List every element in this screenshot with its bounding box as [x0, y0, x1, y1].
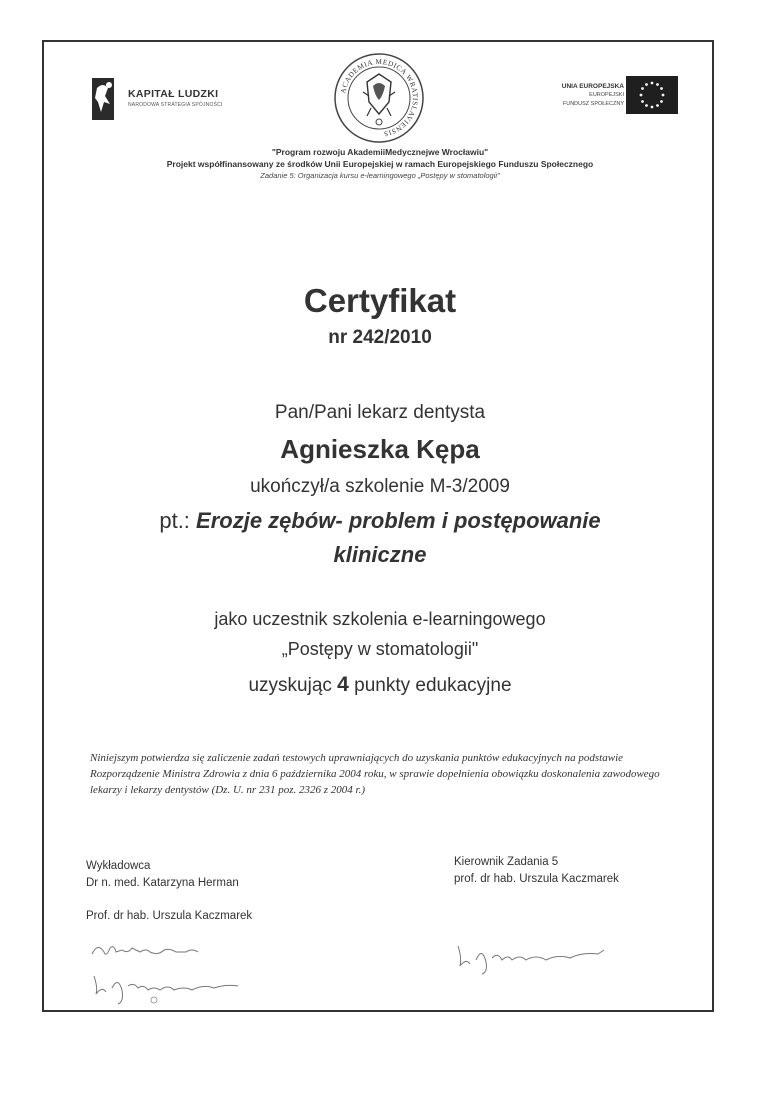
manager-name: prof. dr hab. Urszula Kaczmarek: [454, 873, 619, 885]
program-line: "Program rozwoju AkademiiMedycznejwe Wrocławiu": [271, 147, 489, 157]
lecturer-block: [86, 858, 239, 892]
eu-flag-icon: [626, 76, 678, 114]
kapital-ludzki-title: KAPITAŁ LUDZKI: [128, 88, 219, 100]
third-signatory-name: Prof. dr hab. Urszula Kaczmarek: [86, 910, 253, 922]
eu-line1: UNIA EUROPEJSKA: [561, 83, 624, 90]
kapital-ludzki-logo-icon: [88, 76, 118, 122]
course-title-line-2: kliniczne: [333, 542, 427, 567]
lecturer-name: Dr n. med. Katarzyna Herman: [86, 877, 239, 889]
certificate-header: [44, 42, 716, 192]
points-line: [44, 673, 716, 697]
signature-herman-icon: [88, 938, 208, 966]
legal-text: Niniejszym potwierdza się zaliczenie zadań testowych uprawniających do uzyskania punktów edukacyjnych na podstawie Rozporządzenie Ministra Zdrowia z dnia 6 października 2004 roku, w sprawie dopełnienia obowiązku doskonalenia zawodowego lekarzy i lekarzy dentystów (Dz. U. nr 231 poz. 2326 z 2004 r.): [90, 752, 660, 796]
eu-line3: FUNDUSZ SPOŁECZNY: [562, 101, 624, 107]
certificate-number: nr 242/2010: [328, 327, 432, 348]
eu-text: [562, 82, 624, 109]
greeting-line: Pan/Pani lekarz dentysta: [274, 402, 486, 423]
points-after: punkty edukacyjne: [348, 675, 512, 696]
course-title-line-1: [44, 508, 716, 534]
signature-kaczmarek-right-icon: [454, 936, 614, 976]
course-prefix: pt.:: [159, 508, 197, 533]
program-name-line: „Postępy w stomatologii": [281, 639, 479, 659]
kapital-ludzki-text: [128, 88, 223, 108]
university-seal-icon: [333, 52, 425, 144]
kapital-ludzki-subtitle: NARODOWA STRATEGIA SPÓJNOŚCI: [128, 102, 223, 108]
header-lines: [44, 146, 716, 182]
participant-line: jako uczestnik szkolenia e-learningowego: [214, 609, 546, 629]
completed-line: ukończył/a szkolenie M-3/2009: [250, 476, 510, 497]
eu-line2: EUROPEJSKI: [589, 92, 624, 98]
task-line: Zadanie 5: Organizacja kursu e-learningowego „Postępy w stomatologii": [260, 171, 500, 180]
manager-block: [454, 854, 619, 888]
certificate-title: Certyfikat: [303, 282, 457, 319]
manager-role: Kierownik Zadania 5: [454, 856, 559, 868]
points-value: 4: [337, 673, 349, 696]
course-title-1: Erozje zębów- problem i postępowanie: [196, 508, 601, 533]
seal-text: ACADEMIA MEDICA WRATISLAVIENSIS: [339, 57, 420, 138]
lecturer-role: Wykładowca: [86, 860, 151, 872]
points-before: uzyskując: [248, 675, 338, 696]
recipient-name: Agnieszka Kępa: [280, 434, 480, 464]
certificate-frame: [42, 40, 714, 1012]
project-line: Projekt współfinansowany ze środków Unii Europejskiej w ramach Europejskiego Funduszu Społecznego: [166, 159, 594, 169]
signature-kaczmarek-left-icon: [88, 968, 258, 1008]
